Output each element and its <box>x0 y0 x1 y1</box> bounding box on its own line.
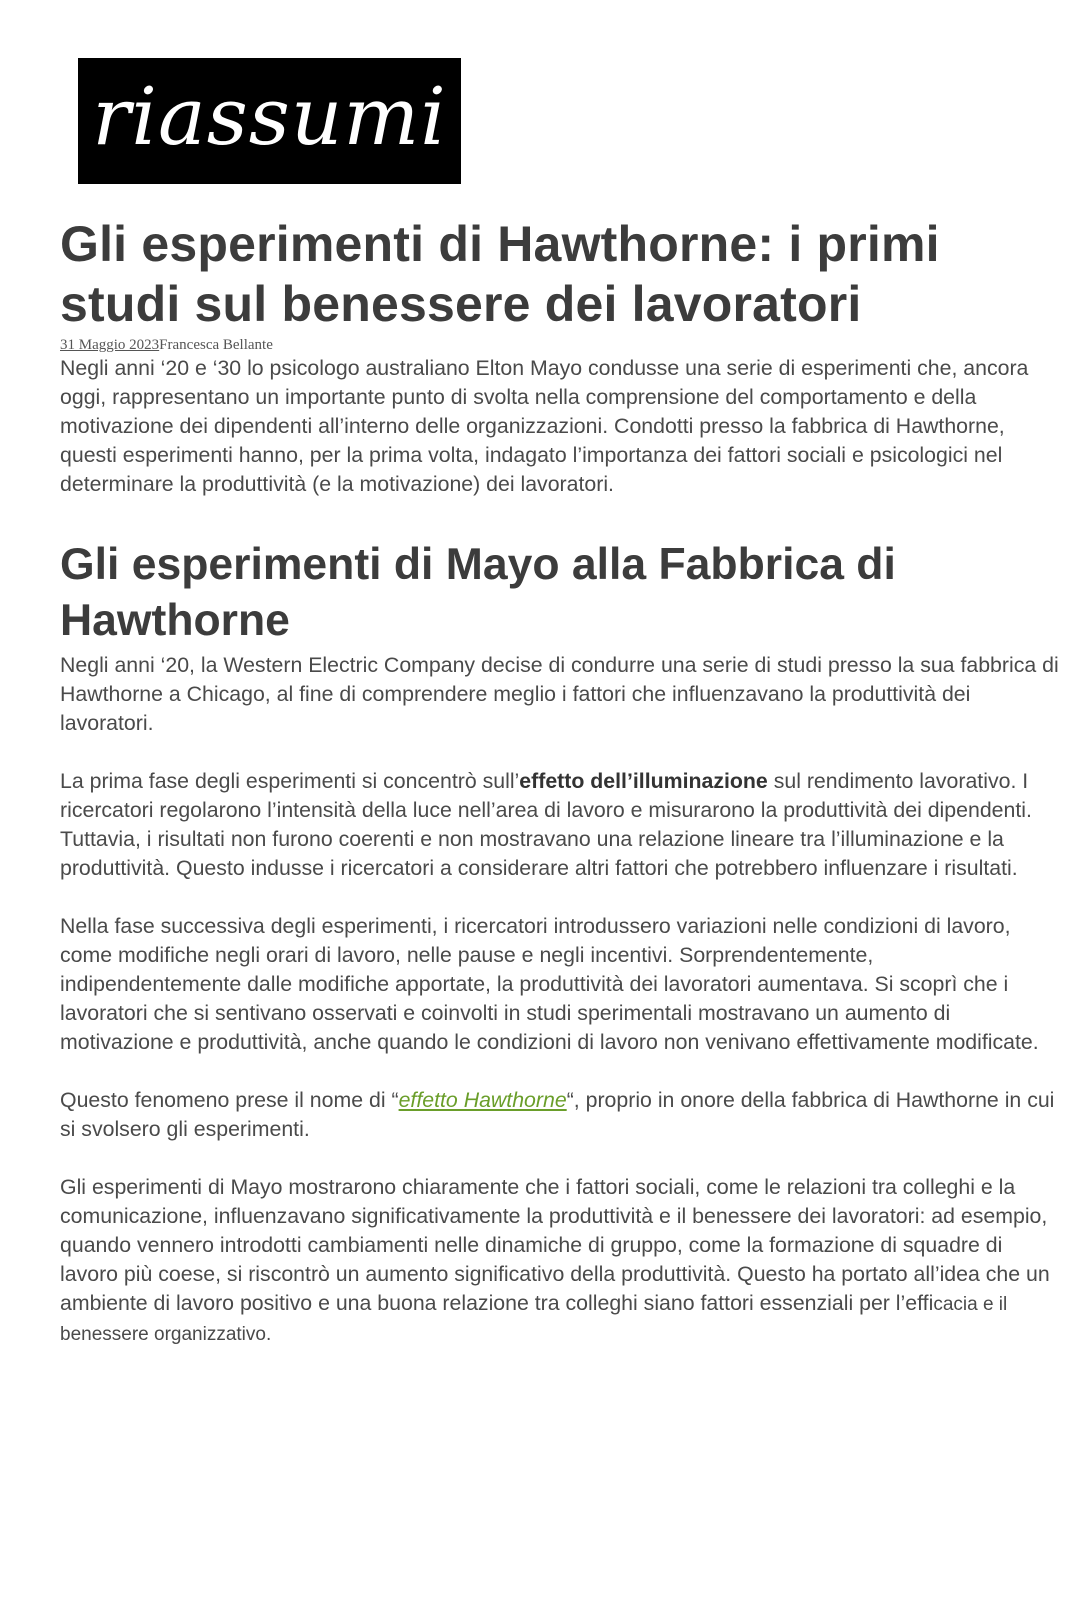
section-paragraph-2 <box>60 767 1060 883</box>
logo-text: riassumi <box>92 70 447 163</box>
article-date[interactable]: 31 Maggio 2023 <box>60 337 160 353</box>
article-title: Gli esperimenti di Hawthorne: i primi studi sul benessere dei lavoratori <box>60 216 940 332</box>
section-heading: Gli esperimenti di Mayo alla Fabbrica di Hawthorne <box>60 540 896 645</box>
p2-bold-text: effetto dell’illuminazione <box>519 769 768 793</box>
p2-text-after: sul rendimento lavorativo. I ricercatori regolarono l’intensità della luce nell’area di lavoro e misurarono la produttività dei dipendenti. Tuttavia, i risultati non furono coerenti e non mostravano una relazione lineare tra l’illuminazione e la produttività. Questo indusse i ricercatori a considerare altri fattori che potrebbero influenzare i risultati. <box>60 769 1032 880</box>
p4-text-before: Questo fenomeno prese il nome di “ <box>60 1088 399 1112</box>
p4-text-after: “, proprio in onore della fabbrica di Hawthorne in cui si svolsero gli esperimenti. <box>60 1088 1055 1141</box>
article-meta <box>60 336 1060 354</box>
section-paragraph-5 <box>60 1173 1060 1349</box>
site-logo[interactable] <box>78 58 461 184</box>
section-paragraph-3: Nella fase successiva degli esperimenti, i ricercatori introdussero variazioni nelle condizioni di lavoro, come modifiche negli orari di lavoro, nelle pause e negli incentivi. Sorprendentemente, indipendentemente dalle modifiche apportate, la produttività dei lavoratori aumentava. Si scoprì che i lavoratori che si sentivano osservati e coinvolti in studi sperimentali mostravano un aumento di motivazione e produttività, anche quando le condizioni di lavoro non venivano effettivamente modificate. <box>60 914 1039 1054</box>
section-body <box>60 651 1060 1349</box>
article-author: Francesca Bellante <box>159 337 273 353</box>
p2-text-before: La prima fase degli esperimenti si concentrò sull’ <box>60 769 520 793</box>
article <box>60 214 1060 1349</box>
hawthorne-effect-link[interactable]: effetto Hawthorne <box>398 1088 567 1112</box>
section-paragraph-4 <box>60 1086 1060 1144</box>
p5-text-small: cacia e il benessere organizzativo. <box>60 1294 1008 1345</box>
p5-text-main: Gli esperimenti di Mayo mostrarono chiaramente che i fattori sociali, come le relazioni tra colleghi e la comunicazione, influenzavano significativamente la produttività e il benessere dei lavoratori: ad esempio, quando vennero introdotti cambiamenti nelle dinamiche di gruppo, come la formazione di squadre di lavoro più coese, si riscontrò un aumento significativo della produttività. Questo ha portato all’idea che un ambiente di lavoro positivo e una buona relazione tra colleghi siano fattori essenziali per l’effi <box>60 1175 1050 1315</box>
section-paragraph-1: Negli anni ‘20, la Western Electric Company decise di condurre una serie di studi presso la sua fabbrica di Hawthorne a Chicago, al fine di comprendere meglio i fattori che influenzavano la produttività dei lavoratori. <box>60 653 1059 735</box>
article-intro: Negli anni ‘20 e ‘30 lo psicologo australiano Elton Mayo condusse una serie di esperimenti che, ancora oggi, rappresentano un importante punto di svolta nella comprensione del comportamento e della motivazione dei dipendenti all’interno delle organizzazioni. Condotti presso la fabbrica di Hawthorne, questi esperimenti hanno, per la prima volta, indagato l’importanza dei fattori sociali e psicologici nel determinare la produttività (e la motivazione) dei lavoratori. <box>60 356 1029 496</box>
